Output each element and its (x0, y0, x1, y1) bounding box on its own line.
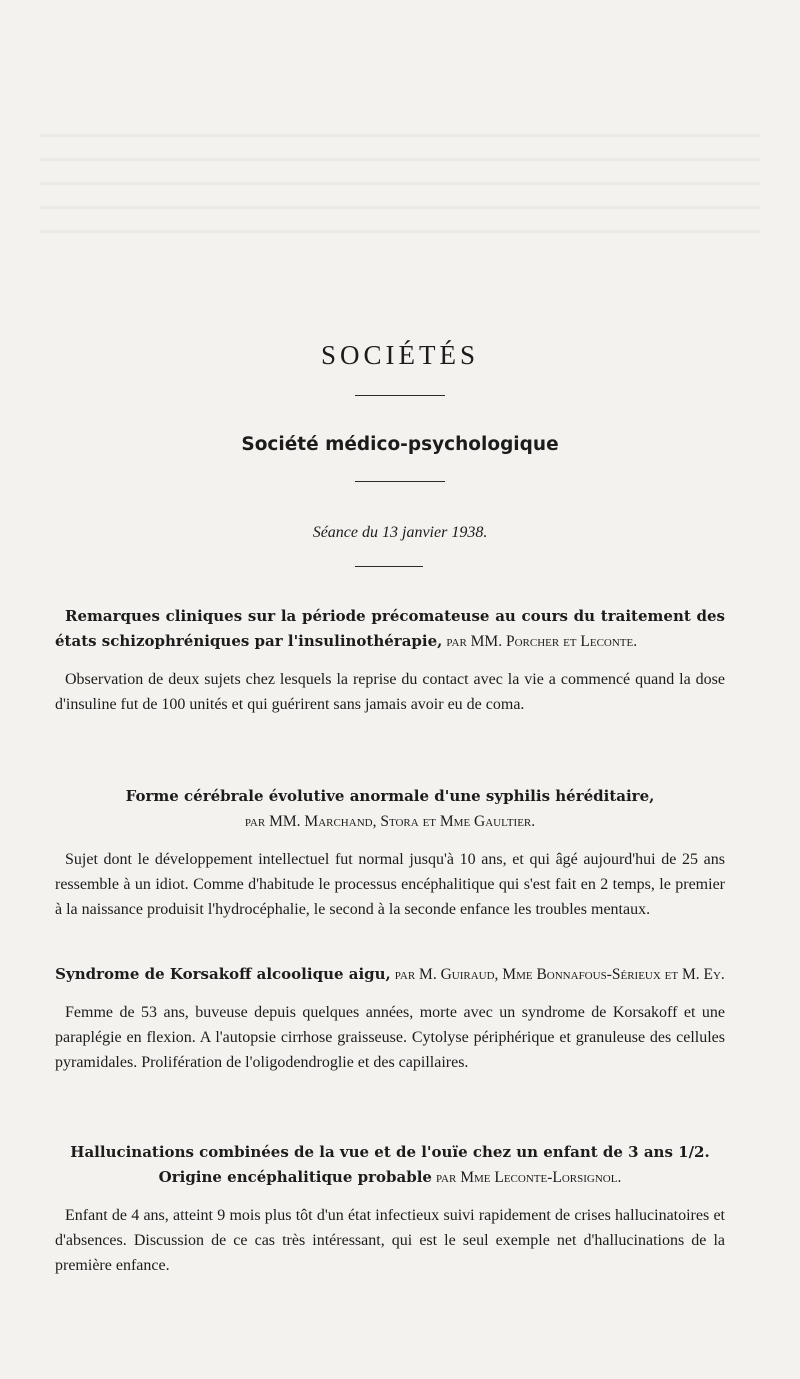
entry-4-title: Hallucinations combinées de la vue et de l'ouïe chez un enfant de 3 ans 1/2. Origine encéphalitique probable (70, 1143, 710, 1186)
entry-3-body: Femme de 53 ans, buveuse depuis quelques années, morte avec un syndrome de Korsakoff et une paraplégie en flexion. A l'autopsie cirrhose graisseuse. Cytolyse périphérique et granuleuse des cellules pyramidales. Prolifération de l'oligodendroglie et des capillaires. (55, 1004, 725, 1071)
society-heading: Société médico-psychologique (241, 434, 559, 455)
title-divider (355, 395, 445, 396)
entry-1-body: Observation de deux sujets chez lesquels la reprise du contact avec la vie a commencé quand la dose d'insuline fut de 100 unités et qui guérirent sans jamais avoir eu de coma. (55, 671, 725, 713)
entry-2-authors: par MM. Marchand, Stora et Mme Gaultier. (244, 813, 536, 830)
entry-4 (55, 1140, 725, 1278)
entry-4-authors: par Mme Leconte-Lorsignol. (435, 1169, 622, 1186)
entry-2-heading (55, 784, 725, 834)
society-divider (355, 481, 445, 482)
entry-2 (55, 784, 725, 922)
session-divider (355, 566, 423, 567)
entry-3-authors: par M. Guiraud, Mme Bonnafous-Sérieux et M. Ey. (394, 966, 725, 983)
entry-2-body: Sujet dont le développement intellectuel fut normal jusqu'à 10 ans, et qui âgé aujourd'hui de 25 ans ressemble à un idiot. Comme d'habitude le processus encéphalitique qui s'est fait en 2 temps, le premier à la naissance produisit l'hydrocéphalie, le second à la seconde enfance les troubles mentaux. (55, 851, 725, 918)
session-date: Séance du 13 janvier 1938. (312, 524, 488, 541)
entry-1-heading (55, 604, 725, 654)
entry-4-heading (55, 1140, 725, 1190)
entry-3-heading (55, 962, 725, 987)
entry-1 (55, 604, 725, 717)
show-through-texture (40, 120, 760, 240)
entry-2-title: Forme cérébrale évolutive anormale d'une syphilis héréditaire, (125, 787, 655, 805)
entry-3-title: Syndrome de Korsakoff alcoolique aigu, (55, 965, 391, 983)
entry-1-title: Remarques cliniques sur la période précomateuse au cours du traitement des états schizophréniques par l'insulinothérapie, (55, 607, 725, 650)
entry-1-authors: par MM. Porcher et Leconte. (446, 633, 638, 650)
page-title: SOCIÉTÉS (320, 340, 479, 370)
entry-4-body: Enfant de 4 ans, atteint 9 mois plus tôt d'un état infectieux suivi rapidement de crises hallucinatoires et d'absences. Discussion de ce cas très intéressant, qui est le seul exemple net d'hallucinations de la première enfance. (55, 1207, 725, 1274)
entry-3 (55, 962, 725, 1075)
